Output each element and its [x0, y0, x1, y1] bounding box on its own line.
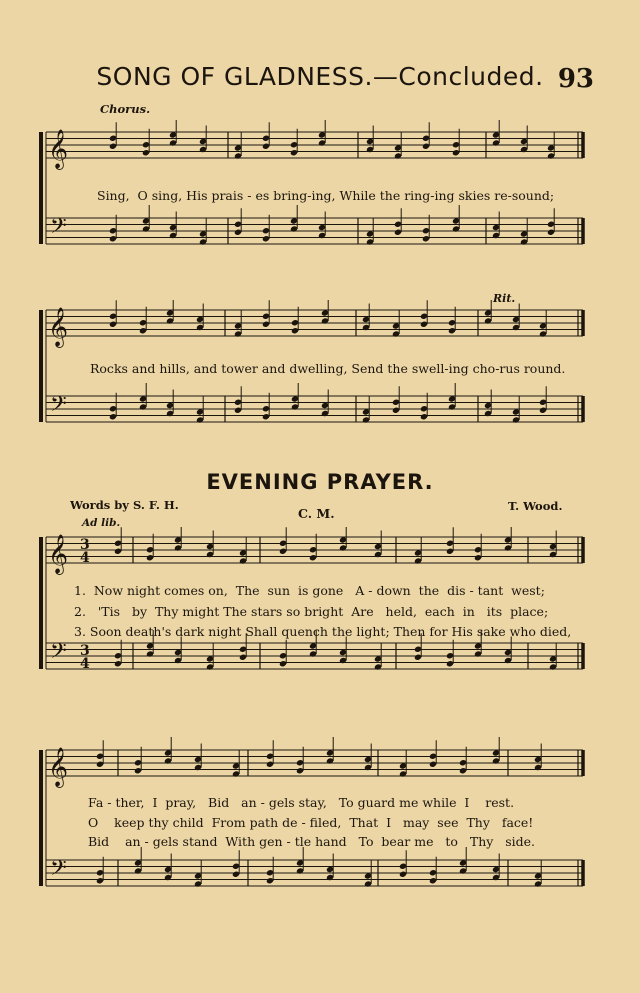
treble-notes: [96, 737, 542, 778]
bass-clef-icon: 𝄢: [50, 856, 67, 886]
bass-clef-icon: 𝄢: [50, 214, 67, 244]
verse-2-line-2: O keep thy child From path de - filed, That I may see Thy face!: [88, 815, 534, 830]
treble-clef-icon: 𝄞: [48, 747, 69, 787]
tempo-marking: Ad lib.: [82, 517, 121, 529]
verse-1-line-1: 1. Now night comes on, The sun is gone A - down the dis - tant west;: [74, 583, 545, 598]
treble-staff: [46, 310, 583, 336]
treble-notes: [109, 300, 547, 338]
page-number: 93: [557, 64, 594, 94]
meter-label: C. M.: [298, 506, 335, 521]
composer-credit: T. Wood.: [508, 499, 563, 513]
verse-3-line-1: 3. Soon death's dark night Shall quench the light; Then for His sake who died,: [74, 624, 572, 639]
svg-text:4: 4: [80, 550, 90, 566]
verse-2-line-1: 2. 'Tis by Thy might The stars so bright Are held, each in its place;: [74, 604, 549, 619]
svg-text:3: 3: [80, 643, 90, 659]
bass-clef-icon: 𝄢: [50, 639, 67, 669]
treble-clef-icon: 𝄞: [48, 129, 69, 169]
bass-clef-icon: 𝄢: [50, 392, 67, 422]
words-credit: Words by S. F. H.: [70, 498, 179, 512]
lyrics-chorus-line-1: Sing, O sing, His prais - es bring-ing, While the ring-ing skies re-sound;: [97, 188, 555, 203]
treble-notes: [109, 120, 555, 160]
treble-staff: [46, 132, 583, 158]
treble-clef-icon: 𝄞: [48, 534, 69, 574]
ritardando-label: Rit.: [493, 292, 516, 305]
bass-notes: [96, 847, 542, 888]
svg-text:4: 4: [80, 656, 90, 672]
treble-notes: [114, 527, 557, 565]
bass-staff: [46, 860, 583, 886]
treble-clef-icon: 𝄞: [48, 307, 69, 347]
svg-text:3: 3: [80, 537, 90, 553]
bass-staff: [46, 396, 583, 422]
bass-notes: [109, 383, 547, 424]
song-title-evening-prayer: EVENING PRAYER.: [206, 470, 434, 494]
lyrics-chorus-line-2: Rocks and hills, and tower and dwelling, Send the swell-ing cho-rus round.: [90, 361, 566, 376]
bass-staff: [46, 218, 583, 244]
chorus-label: Chorus.: [100, 102, 151, 116]
verse-3-line-2: Bid an - gels stand With gen - tle hand To bear me to Thy side.: [88, 834, 536, 849]
verse-1-line-2: Fa - ther, I pray, Bid an - gels stay, To guard me while I rest.: [88, 795, 515, 810]
song-title-song-of-gladness: SONG OF GLADNESS.—Concluded.: [96, 62, 544, 91]
bass-notes: [109, 205, 555, 246]
treble-staff: [46, 750, 583, 776]
